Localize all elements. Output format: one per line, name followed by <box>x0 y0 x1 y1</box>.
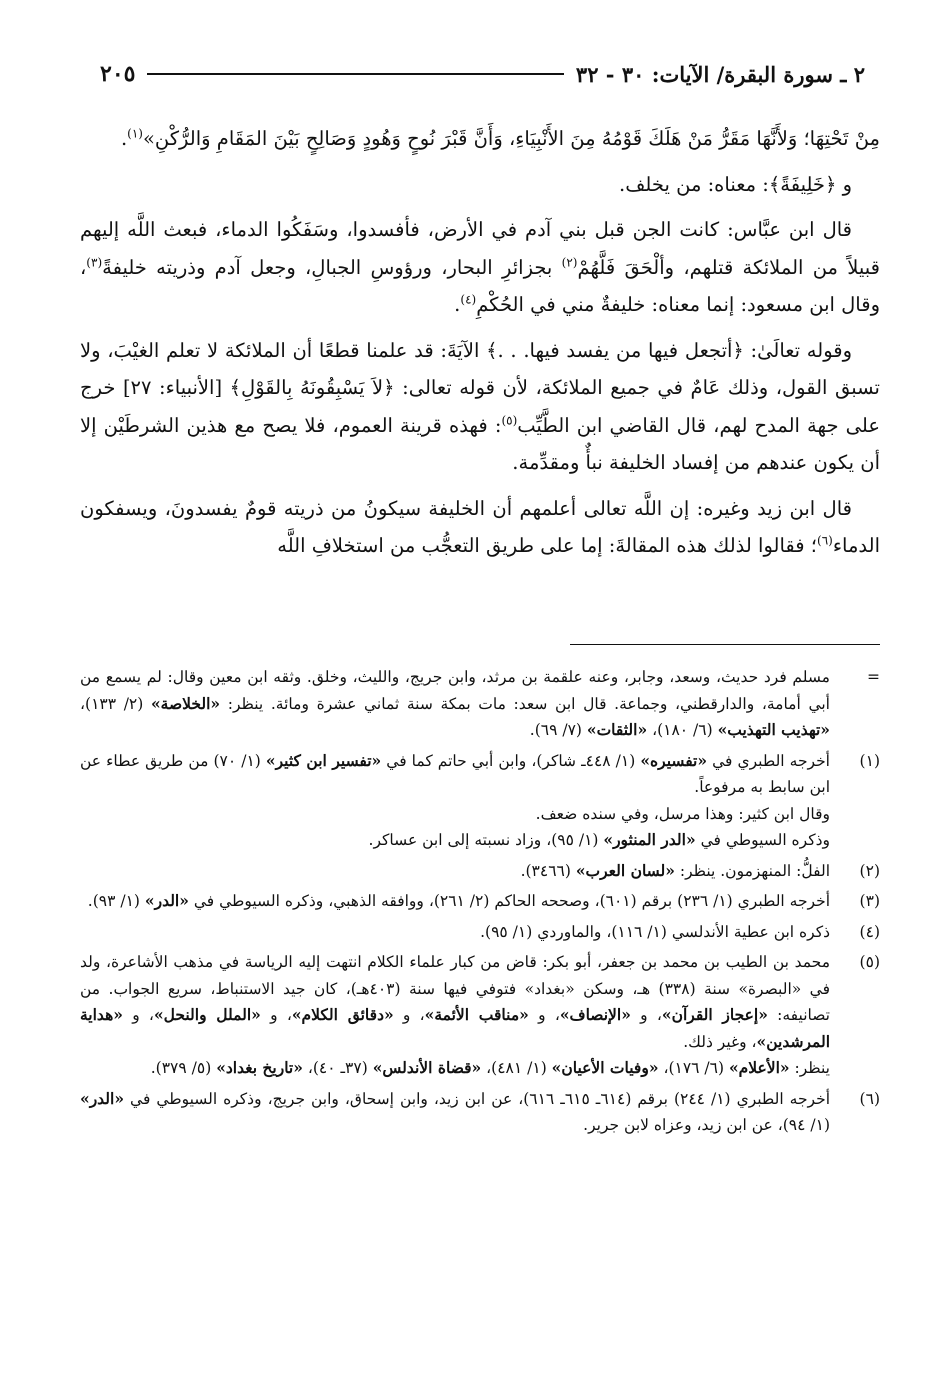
footnote-ref: (٣) <box>86 255 103 269</box>
paragraph-5 <box>80 490 880 565</box>
footnote-body <box>80 888 830 915</box>
footnote-body <box>80 858 830 885</box>
footnote-body <box>80 748 830 854</box>
footnote-text: أخرجه الطبري في <box>707 751 830 770</box>
footnote-text: ، و <box>630 1006 662 1024</box>
source-title: «الثقات» <box>586 720 648 739</box>
footnote-body <box>80 949 830 1082</box>
paragraph-1 <box>80 120 880 158</box>
footnote-line: وقال ابن كثير: وهذا مرسل، وفي سنده ضعف. <box>535 804 830 823</box>
source-title: «تاريخ بغداد» <box>216 1058 303 1077</box>
paragraph-4 <box>80 332 880 482</box>
footnote-line <box>80 748 830 801</box>
header-rule <box>147 73 563 75</box>
paragraph-text: ، وقال ابن مسعود: إنما معناه: خليفةٌ مني في الحُكْمِ <box>80 255 880 316</box>
paragraph-text: . <box>454 293 461 316</box>
paragraph-text: : فهذه قرينة العموم، فلا يصح مع هذين الشرطَيْن إلا أن يكون عندهم من إفساد الخليفة نبأٌ ومقدِّمة. <box>80 413 880 474</box>
footnote-line <box>80 949 830 1055</box>
footnote-text: وذكره السيوطي في <box>695 831 830 849</box>
footnote-5 <box>80 949 880 1082</box>
footnote-text: (٧/ ٦٩). <box>529 721 587 739</box>
footnote-text: أخرجه الطبري (١/ ٢٣٦) برقم (٦٠١)، وصححه الحاكم (٢/ ٢٦١)، ووافقه الذهبي، وذكره السيوطي في <box>188 892 830 910</box>
footnote-number: = <box>867 668 880 686</box>
footnote-text: (١/ ٩٣). <box>87 892 145 910</box>
source-title: «الأعلام» <box>728 1058 790 1077</box>
footnote-text: مسلم فرد حديث، وسعد، وجابر، وعنه علقمة بن مرثد، وابن جريج، والليث، وخلق. وثقه ابن معين وقال: لم يسمع من أبي أمامة، والدارقطني، وجماعة. قال ابن سعد: مات بمكة سنة ثماني عشرة ومائة. ينظر: <box>80 668 830 713</box>
footnote-text: ، و <box>393 1006 425 1024</box>
footnote-text: (٥/ ٣٧٩). <box>150 1059 217 1077</box>
footnote-text: ، و <box>528 1006 560 1024</box>
footnote-body <box>80 664 830 744</box>
footnote-number: (٤) <box>859 922 880 941</box>
footnote-body: ذكره ابن عطية الأندلسي (١/ ١١٦)، والماوردي (١/ ٩٥). <box>480 922 830 941</box>
source-title: «هداية المرشدين» <box>80 1005 830 1051</box>
paragraph-text: ؛ فقالوا لذلك هذه المقالةَ: إما على طريق التعجُّب من استخلافِ اللَّه <box>277 534 818 557</box>
footnote-line <box>80 1055 830 1082</box>
source-title: «الإنصاف» <box>559 1005 631 1024</box>
source-title: «الدر» <box>80 1088 125 1108</box>
footnote-text: (١/ ٩٤)، عن ابن زيد، وعزاه لابن جرير. <box>583 1116 830 1134</box>
footnote-2 <box>80 858 880 885</box>
footnote-text: (١/ ٤٨١)، <box>481 1059 552 1077</box>
footnote-text: (١/ ٤٤٨ـ شاكر)، وابن أبي حاتم كما في <box>381 751 641 770</box>
footnote-continuation <box>80 664 880 744</box>
main-text <box>80 120 880 573</box>
footnote-ref: (٢) <box>561 255 578 269</box>
footnote-text: (٢/ ١٣٣)، <box>80 694 151 713</box>
footnote-text: الفلُّ: المنهزمون. ينظر: <box>674 861 830 880</box>
source-title: «إعجاز القرآن» <box>661 1005 768 1024</box>
chapter-title: ٢ ـ سورة البقرة/ الآيات: ٣٠ - ٣٢ <box>575 61 865 87</box>
source-title: «وفيات الأعيان» <box>551 1058 659 1077</box>
source-title: «تفسيره» <box>640 750 708 770</box>
footnote-text: (٦/ ١٨٠)، <box>647 721 718 739</box>
paragraph-text: مِنْ تَحْتِهَا؛ وَلأَنَّهَا مَقَرُّ مَنْ هَلَكَ قَوْمُهُ مِنَ الأَنْبِيَاءِ، وَأَنَّ قَبْرَ نُوحٍ وَهُودٍ وَصَالِحٍ بَيْنَ المَقَامِ وَالرُّكْنِ» <box>142 127 880 150</box>
paragraph-text: قال ابن عبَّاس: كانت الجن قبل بني آدم في الأرض، فأفسدوا، وسَفَكُوا الدماء، فبعث اللَّه إليهم قبيلاً من الملائكة قتلهم، وألْحَقَ فَلَّهُمْ <box>80 218 880 279</box>
footnote-6 <box>80 1086 880 1139</box>
source-title: «لسان العرب» <box>575 860 675 880</box>
footnote-number: (٦) <box>859 1089 880 1108</box>
footnote-text: ، وغير ذلك. <box>683 1032 757 1051</box>
footnote-ref: (٥) <box>501 413 518 427</box>
footnote-text: (١/ ٩٥)، وزاد نسبته إلى ابن عساكر. <box>368 831 604 849</box>
source-title: «الخلاصة» <box>150 693 221 713</box>
footnote-text: (٣٧ـ ٤٠)، <box>302 1059 373 1077</box>
footnote-text: ، و <box>122 1006 154 1024</box>
footnote-ref: (١) <box>127 126 143 141</box>
footnote-text: (١/ ٧٠) من طريق عطاء عن ابن سابط به مرفوعاً. <box>80 751 830 796</box>
paragraph-2: و ﴿خَلِيفَةً﴾: معناه: من يخلف. <box>619 172 852 196</box>
running-header <box>100 58 865 90</box>
source-title: «تفسير ابن كثير» <box>265 750 382 770</box>
paragraph-text: . <box>120 127 128 150</box>
footnote-number: (٥) <box>859 953 880 971</box>
footnote-number: (٣) <box>859 892 880 910</box>
footnote-3 <box>80 888 880 915</box>
footnote-1 <box>80 748 880 854</box>
source-title: «تهذيب التهذيب» <box>717 720 830 739</box>
paragraph-3 <box>80 211 880 324</box>
page-number: ٢٠٥ <box>100 61 136 87</box>
footnote-line <box>80 827 830 854</box>
source-title: «قضاة الأندلس» <box>372 1058 482 1077</box>
source-title: «الدر» <box>144 891 189 910</box>
footnotes <box>80 664 880 1143</box>
source-title: «الملل والنحل» <box>153 1005 261 1024</box>
footnote-text: محمد بن الطيب بن محمد بن جعفر، أبو بكر: قاض من كبار علماء الكلام انتهت إليه الرياسة في مذهب الأشاعرة، ولد في «البصرة» سنة (٣٣٨) هـ، وسكن «بغداد» فتوفي فيها سنة (٤٠٣هـ)، كان جيد الاستنباط، سريع الجواب. من تصانيفه: <box>80 953 830 1024</box>
paragraph-text: وقوله تعالَىٰ: ﴿أتجعل فيها من يفسد فيها. . .﴾ الآيَةَ: قد علمنا قطعًا أن الملائكة لا تعلم الغيْبَ، ولا تسبق القول، وذلك عَامٌ في جميع الملائكة، لأن قوله تعالى: ﴿لاَ يَسْبِقُونَهُ بِالقَوْلِ﴾ [الأنبياء: ٢٧] خرج على جهة المدح لهم، قال القاضي ابن الطَّيِّب <box>80 338 880 437</box>
footnote-body <box>80 1086 830 1139</box>
source-title: «الدر المنثور» <box>603 830 696 849</box>
source-title: «مناقب الأئمة» <box>424 1005 529 1024</box>
footnote-text: ، و <box>260 1006 292 1024</box>
footnote-number: (٢) <box>859 861 880 880</box>
footnote-ref: (٦) <box>817 533 833 548</box>
footnote-number: (١) <box>859 751 880 770</box>
footnote-text: أخرجه الطبري (١/ ٢٤٤) برقم (٦١٤ـ ٦١٥ـ ٦١٦)، عن ابن زيد، وابن إسحاق، وابن جريج، وذكره السيوطي في <box>124 1089 830 1108</box>
footnote-text: (٦/ ١٧٦)، <box>658 1059 729 1077</box>
paragraph-text: بجزائرِ البحار، ورؤوسِ الجبالِ، وجعل آدم وذريته خليفةً <box>102 255 562 279</box>
footnote-text: (٣٤٦٦). <box>520 861 576 880</box>
footnote-text: ينظر: <box>789 1059 830 1077</box>
footnote-ref: (٤) <box>460 292 477 307</box>
footnote-divider <box>570 644 880 645</box>
footnote-4 <box>80 919 880 946</box>
paragraph-text: قال ابن زيد وغيره: إن اللَّه تعالى أعلمهم أن الخليفة سيكونُ من ذريته قومٌ يفسدونَ، ويسفكون الدماء <box>80 496 880 557</box>
source-title: «دقائق الكلام» <box>291 1005 394 1024</box>
